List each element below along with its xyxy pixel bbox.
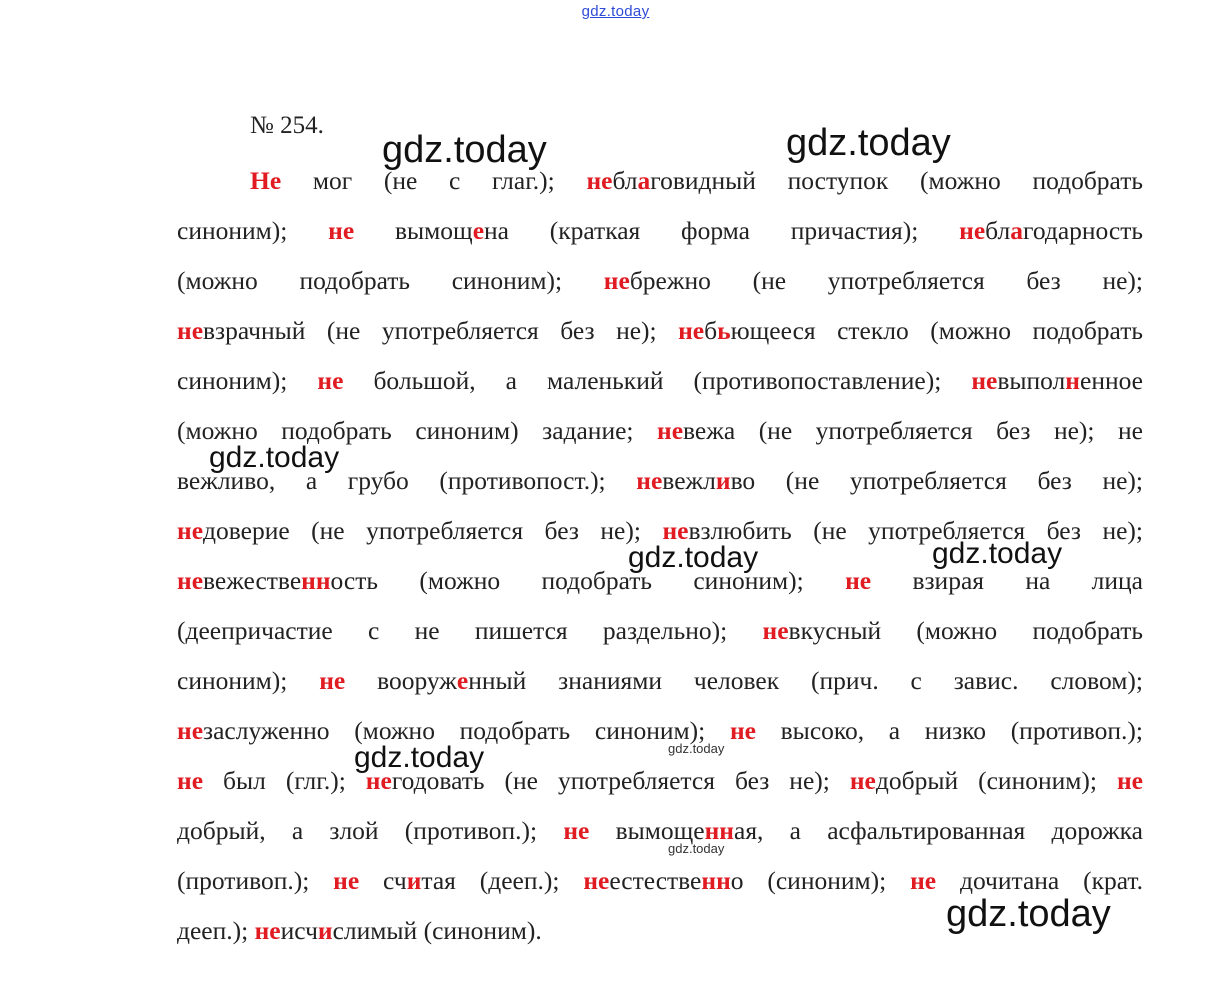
highlighted-letters: не: [583, 866, 610, 895]
text-segment: на (краткая форма причастия);: [484, 216, 960, 245]
text-segment: вкусный (можно подобрать: [788, 616, 1143, 645]
text-segment: бл: [985, 216, 1011, 245]
highlighted-letters: не: [177, 566, 204, 595]
highlighted-letters: не: [586, 166, 613, 195]
task-number: № 254.: [250, 112, 324, 139]
watermark: gdz.today: [786, 122, 951, 164]
text-segment: нный знаниями человек (прич. с завис. словом);: [468, 666, 1143, 695]
site-link[interactable]: gdz.today: [581, 3, 650, 20]
highlighted-letters: и: [406, 866, 422, 895]
highlighted-letters: е: [472, 216, 485, 245]
text-line: [177, 706, 1143, 756]
text-segment: вымоще: [589, 816, 705, 845]
text-line: [177, 856, 1143, 906]
watermark: gdz.today: [668, 741, 725, 756]
text-segment: синоним);: [177, 216, 329, 245]
text-segment: бл: [612, 166, 638, 195]
text-segment: добрый (синоним);: [875, 766, 1117, 795]
text-segment: мог (не с глаг.);: [281, 166, 587, 195]
text-segment: годовать (не употребляется без не);: [391, 766, 850, 795]
text-segment: сч: [359, 866, 407, 895]
text-line: [177, 606, 1143, 656]
text-segment: дочитана (крат.: [936, 866, 1143, 895]
text-segment: взирая на лица: [871, 566, 1143, 595]
text-line: [177, 806, 1143, 856]
highlighted-letters: не: [365, 766, 392, 795]
text-segment: (деепричастие с не пишется раздельно);: [177, 616, 763, 645]
highlighted-letters: не: [845, 566, 872, 595]
highlighted-letters: не: [971, 366, 998, 395]
text-segment: вежливо, а грубо (противопост.);: [177, 466, 637, 495]
text-line: [177, 256, 1143, 306]
watermark: gdz.today: [946, 893, 1111, 935]
highlighted-letters: не: [603, 266, 630, 295]
highlighted-letters: не: [177, 316, 204, 345]
text-segment: вымощ: [354, 216, 473, 245]
highlighted-letters: не: [662, 516, 689, 545]
text-segment: взлюбить (не употребляется без не);: [688, 516, 1143, 545]
text-segment: выпол: [997, 366, 1066, 395]
watermark: gdz.today: [209, 441, 340, 474]
text-segment: вооруж: [345, 666, 457, 695]
highlighted-letters: е: [456, 666, 469, 695]
text-segment: вежестве: [203, 566, 302, 595]
highlighted-letters: не: [177, 516, 204, 545]
text-segment: взрачный (не употребляется без не);: [203, 316, 679, 345]
highlighted-letters: а: [637, 166, 651, 195]
highlighted-letters: ь: [717, 316, 731, 345]
text-line: [177, 206, 1143, 256]
text-segment: добрый, а злой (противоп.);: [177, 816, 564, 845]
text-line: [177, 906, 1143, 956]
text-segment: годарность: [1023, 216, 1144, 245]
highlighted-letters: не: [328, 216, 355, 245]
highlighted-letters: не: [563, 816, 590, 845]
highlighted-letters: не: [333, 866, 360, 895]
text-segment: (можно подобрать синоним);: [177, 266, 604, 295]
text-segment: брежно (не употребляется без не);: [629, 266, 1143, 295]
text-segment: синоним);: [177, 366, 318, 395]
text-segment: вежа (не употребляется без не); не: [683, 416, 1143, 445]
text-line: [177, 556, 1143, 606]
highlighted-letters: не: [177, 766, 204, 795]
text-segment: о (синоним);: [730, 866, 911, 895]
highlighted-letters: не: [678, 316, 705, 345]
watermark: gdz.today: [628, 541, 759, 574]
text-segment: (можно подобрать синоним) задание;: [177, 416, 658, 445]
text-segment: естестве: [609, 866, 702, 895]
highlighted-letters: н: [1065, 366, 1080, 395]
text-segment: исч: [280, 916, 318, 945]
text-line: [177, 406, 1143, 456]
text-line: [177, 756, 1143, 806]
answer-text: [177, 156, 1143, 956]
highlighted-letters: не: [762, 616, 789, 645]
text-segment: высоко, а низко (противоп.);: [755, 716, 1143, 745]
text-segment: ющееся стекло (можно подобрать: [730, 316, 1143, 345]
text-line: [177, 506, 1143, 556]
highlighted-letters: нн: [701, 866, 731, 895]
watermark: gdz.today: [932, 537, 1063, 570]
highlighted-letters: не: [910, 866, 937, 895]
text-segment: во (не употребляется без не);: [730, 466, 1143, 495]
highlighted-letters: не: [849, 766, 876, 795]
text-line: [177, 156, 1143, 206]
text-segment: слимый (синоним).: [332, 916, 542, 945]
highlighted-letters: Не: [250, 166, 282, 195]
text-segment: вежл: [662, 466, 716, 495]
highlighted-letters: не: [636, 466, 663, 495]
text-line: [177, 306, 1143, 356]
highlighted-letters: и: [317, 916, 333, 945]
highlighted-letters: а: [1010, 216, 1023, 245]
highlighted-letters: не: [317, 366, 344, 395]
text-segment: дееп.);: [177, 916, 255, 945]
highlighted-letters: не: [959, 216, 986, 245]
highlighted-letters: и: [715, 466, 731, 495]
text-segment: б: [704, 316, 718, 345]
text-segment: енное: [1080, 366, 1143, 395]
text-segment: ая, а асфальтированная дорожка: [734, 816, 1144, 845]
highlighted-letters: не: [1116, 766, 1143, 795]
highlighted-letters: не: [319, 666, 346, 695]
text-line: [177, 656, 1143, 706]
watermark: gdz.today: [354, 741, 485, 774]
text-segment: ость (можно подобрать синоним);: [330, 566, 846, 595]
text-segment: был (глг.);: [203, 766, 366, 795]
watermark: gdz.today: [668, 841, 725, 856]
highlighted-letters: нн: [301, 566, 331, 595]
text-segment: большой, а маленький (противопоставление);: [343, 366, 972, 395]
text-segment: заслуженно (можно подобрать синоним);: [203, 716, 730, 745]
highlighted-letters: нн: [704, 816, 734, 845]
highlighted-letters: не: [657, 416, 684, 445]
highlighted-letters: не: [729, 716, 756, 745]
text-segment: (противоп.);: [177, 866, 334, 895]
text-segment: тая (дееп.);: [421, 866, 584, 895]
text-line: [177, 356, 1143, 406]
highlighted-letters: не: [254, 916, 281, 945]
watermark: gdz.today: [382, 129, 547, 171]
text-line: [177, 456, 1143, 506]
text-segment: говидный поступок (можно подобрать: [650, 166, 1143, 195]
text-segment: синоним);: [177, 666, 320, 695]
highlighted-letters: не: [177, 716, 204, 745]
text-segment: доверие (не употребляется без не);: [203, 516, 663, 545]
